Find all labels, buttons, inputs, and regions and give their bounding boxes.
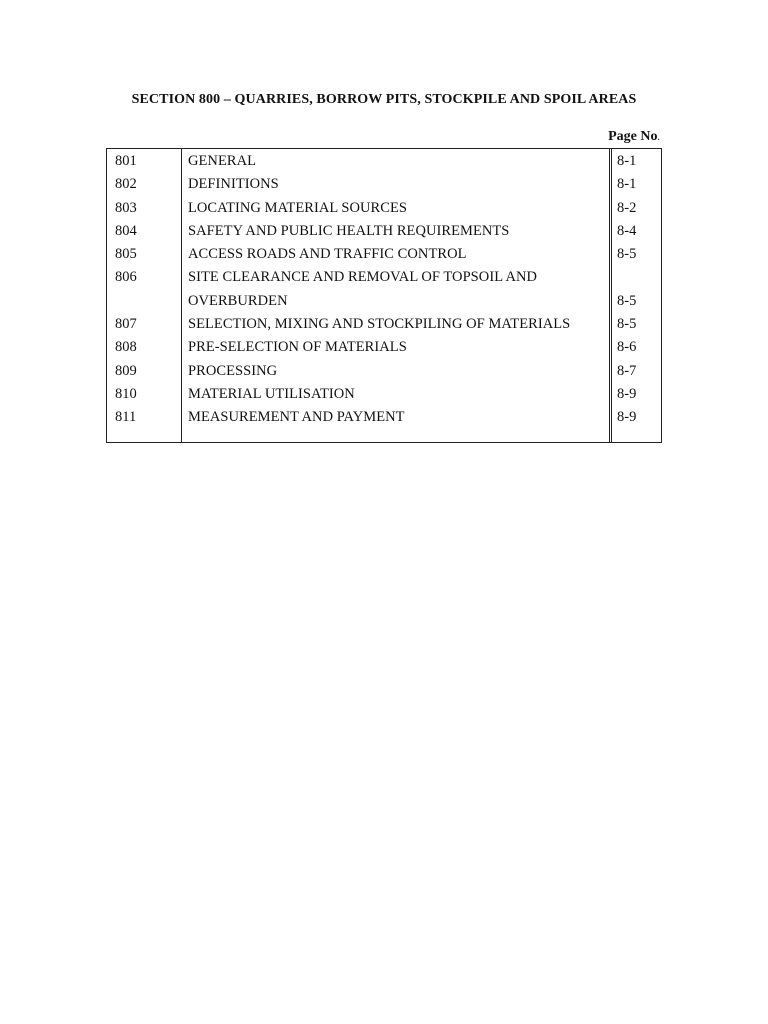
section-title-entry: PROCESSING <box>188 362 278 379</box>
section-title-entry: MEASUREMENT AND PAYMENT <box>188 409 405 426</box>
toc-row <box>107 313 661 336</box>
page-no-label: Page No <box>608 129 658 144</box>
toc-row <box>107 290 661 313</box>
page-number: 8-7 <box>617 362 637 379</box>
toc-row <box>107 220 661 243</box>
toc-row <box>107 336 661 359</box>
section-number: 803 <box>115 199 137 216</box>
page-no-dot: . <box>657 132 660 143</box>
section-number: 809 <box>115 362 137 379</box>
section-title-entry: OVERBURDEN <box>188 292 288 309</box>
page-number: 8-5 <box>617 292 637 309</box>
section-title-entry: SAFETY AND PUBLIC HEALTH REQUIREMENTS <box>188 222 510 239</box>
section-title-entry: DEFINITIONS <box>188 176 279 193</box>
page-number: 8-1 <box>617 176 637 193</box>
toc-rows <box>107 150 661 430</box>
page-number: 8-4 <box>617 222 637 239</box>
section-title-entry: ACCESS ROADS AND TRAFFIC CONTROL <box>188 246 467 263</box>
section-title-entry: LOCATING MATERIAL SOURCES <box>188 199 408 216</box>
section-number: 806 <box>115 269 137 286</box>
section-number: 810 <box>115 385 137 402</box>
section-title-entry: SITE CLEARANCE AND REMOVAL OF TOPSOIL AND <box>188 269 538 286</box>
section-number: 808 <box>115 339 137 356</box>
section-number: 807 <box>115 316 137 333</box>
toc-row <box>107 406 661 429</box>
page-number: 8-2 <box>617 199 637 216</box>
section-title-entry: PRE-SELECTION OF MATERIALS <box>188 339 407 356</box>
section-number: 802 <box>115 176 137 193</box>
toc-row <box>107 360 661 383</box>
toc-row <box>107 383 661 406</box>
toc-row <box>107 150 661 173</box>
section-title: SECTION 800 – QUARRIES, BORROW PITS, STOCKPILE AND SPOIL AREAS <box>131 92 637 107</box>
page-number: 8-1 <box>617 153 637 169</box>
page-no-heading <box>580 129 660 145</box>
section-title-entry: GENERAL <box>188 153 257 169</box>
toc-row <box>107 266 661 289</box>
page-number: 8-9 <box>617 385 637 402</box>
page-number: 8-9 <box>617 409 637 426</box>
page-number: 8-6 <box>617 339 637 356</box>
section-title-entry: SELECTION, MIXING AND STOCKPILING OF MATERIALS <box>188 316 571 333</box>
section-number: 801 <box>115 153 137 169</box>
toc-row <box>107 197 661 220</box>
section-number: 811 <box>115 409 137 426</box>
toc-row <box>107 173 661 196</box>
section-title-entry: MATERIAL UTILISATION <box>188 385 355 402</box>
toc-row <box>107 243 661 266</box>
page-number: 8-5 <box>617 316 637 333</box>
page-number: 8-5 <box>617 246 637 263</box>
section-number: 804 <box>115 222 137 239</box>
section-number: 805 <box>115 246 137 263</box>
toc-table <box>106 148 662 443</box>
